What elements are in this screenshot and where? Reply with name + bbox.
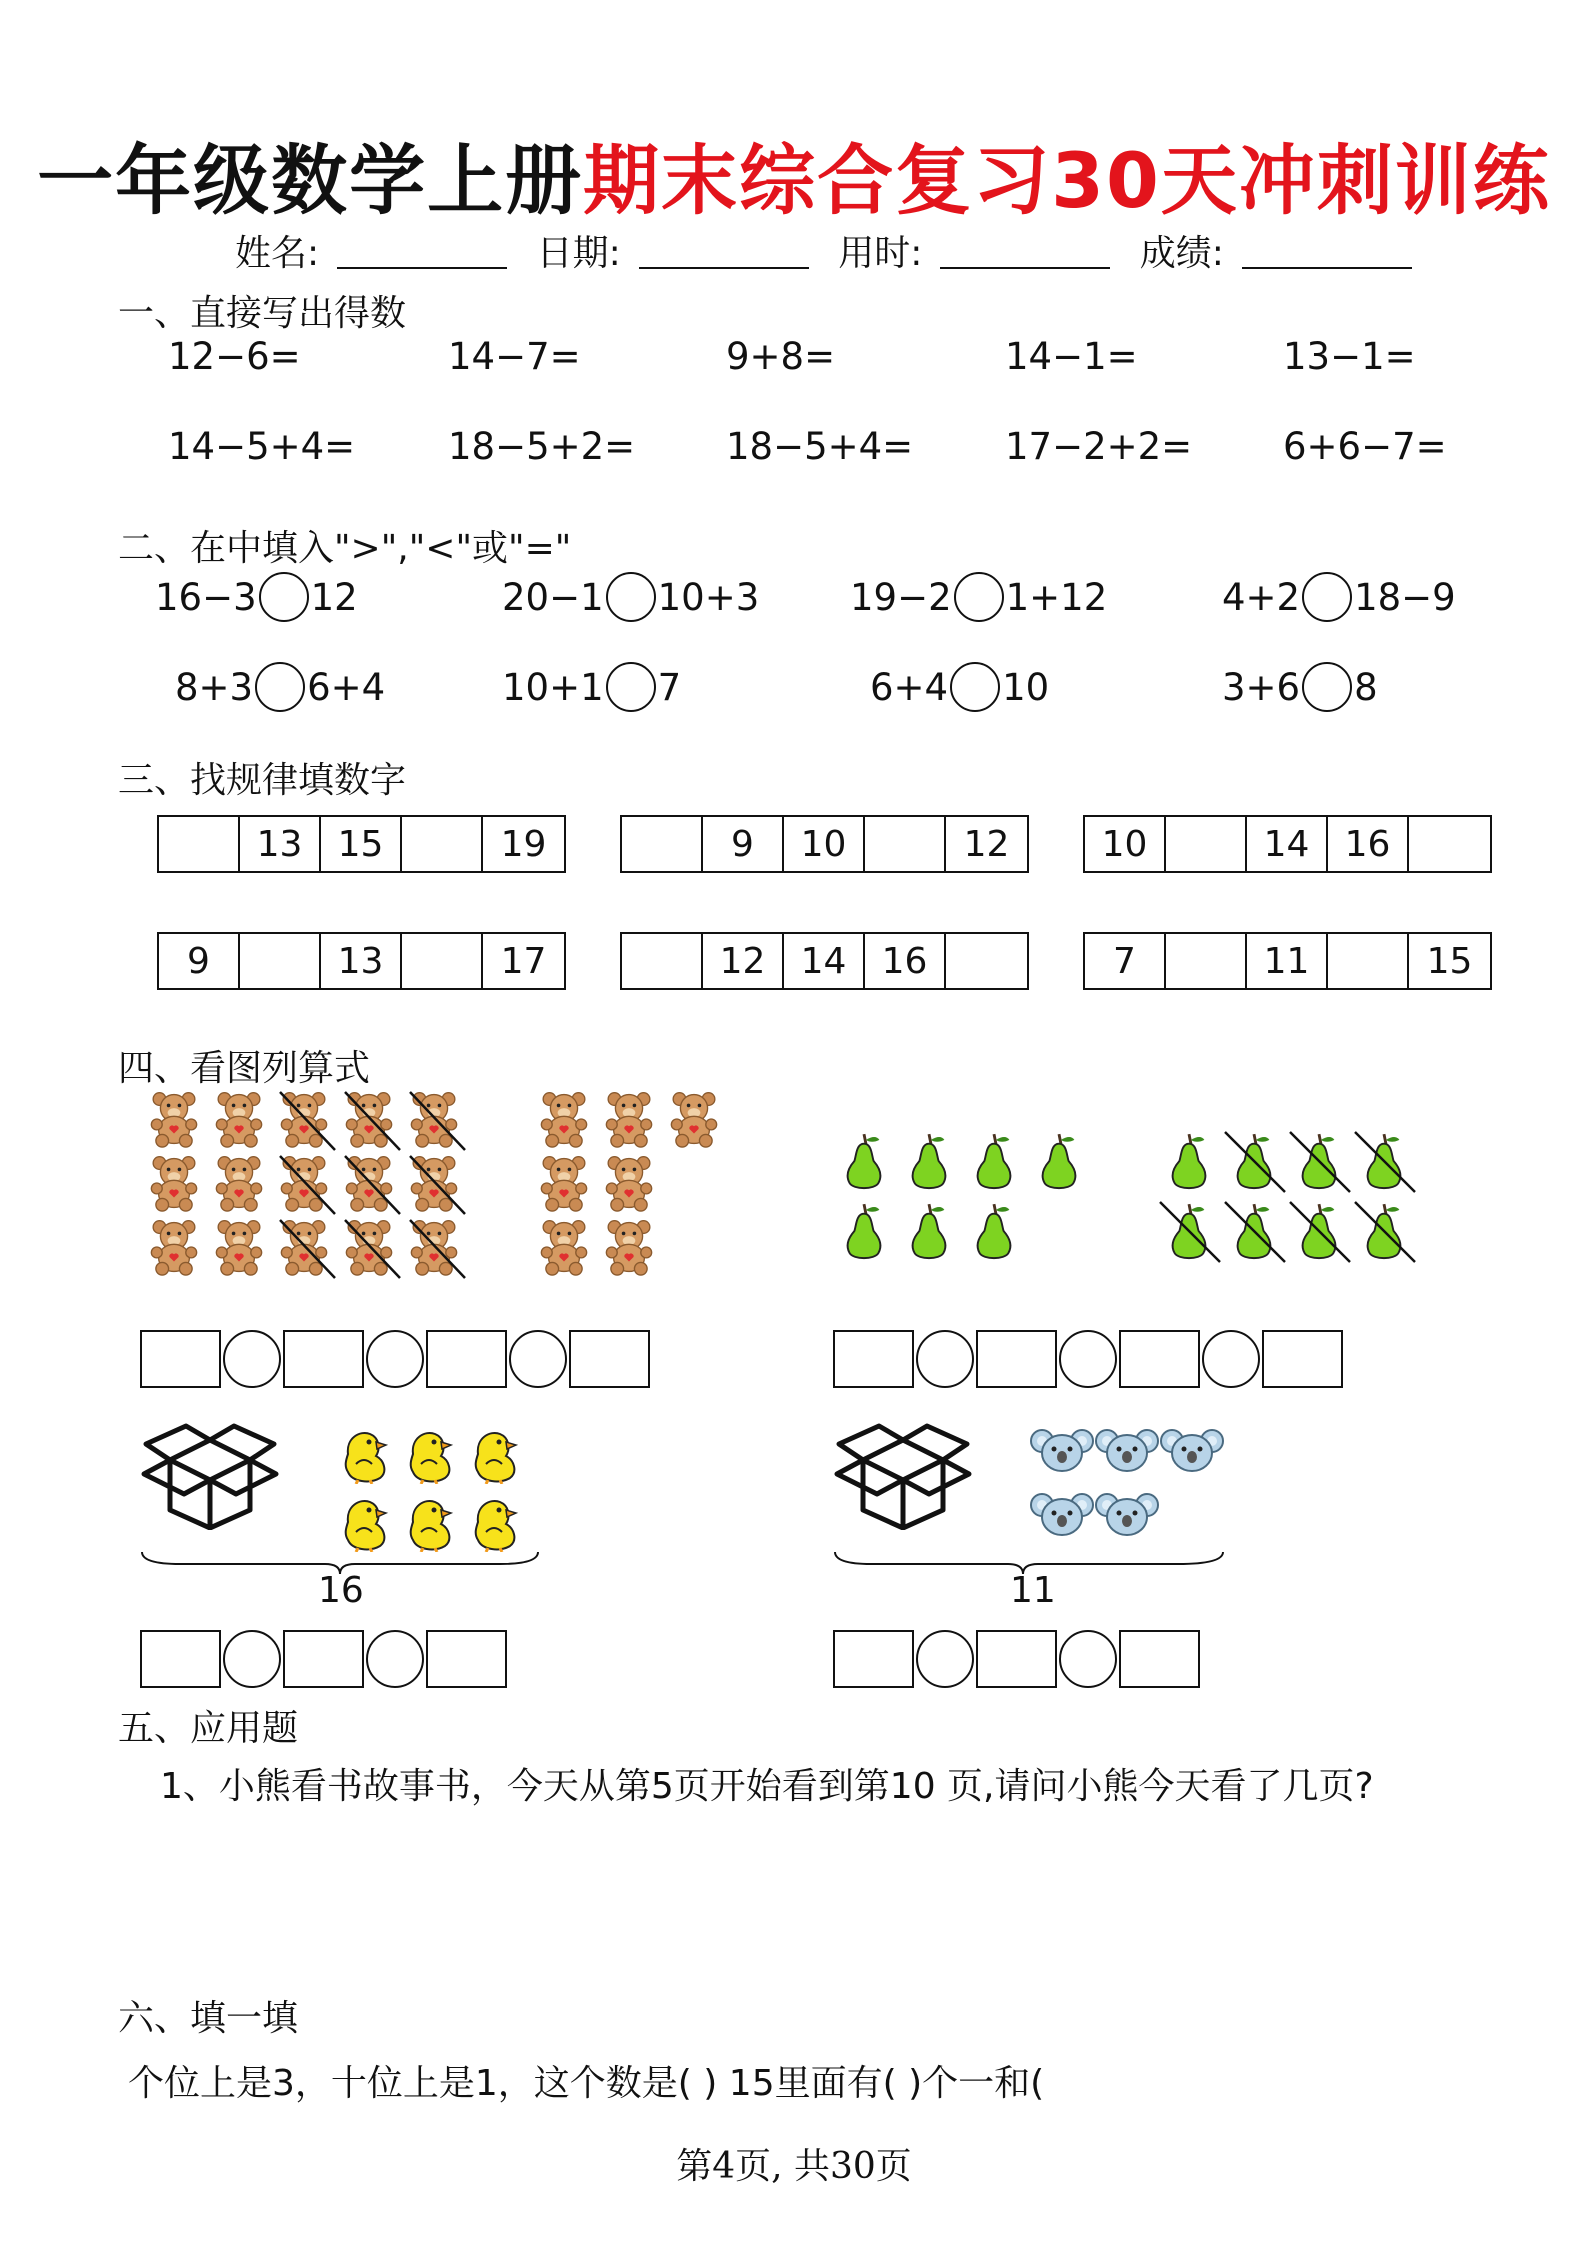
answer-box[interactable] — [833, 1330, 914, 1388]
sequence-cell[interactable]: 15 — [1426, 940, 1473, 982]
box-icon — [833, 1410, 1063, 1550]
sequence-cell[interactable] — [1166, 934, 1247, 988]
time-label: 用时: — [838, 233, 923, 274]
equation: 17−2+2= — [1005, 425, 1193, 468]
time-blank[interactable] — [940, 237, 1110, 269]
answer-box[interactable] — [426, 1630, 507, 1688]
sequence-cell[interactable]: 14 — [784, 934, 865, 988]
total-label: 11 — [1010, 1570, 1056, 1611]
right-expr: 18−9 — [1354, 575, 1456, 619]
section-5-heading: 五、应用题 — [118, 1708, 299, 1749]
answer-box[interactable] — [833, 1630, 914, 1688]
section-1-heading: 一、直接写出得数 — [118, 293, 407, 334]
left-expr: 19−2 — [850, 575, 952, 619]
pear-picture — [840, 1130, 1440, 1280]
right-expr: 10 — [1002, 665, 1050, 709]
sequence-cell[interactable]: 16 — [865, 934, 946, 988]
sequence-cell[interactable]: 13 — [240, 817, 321, 871]
name-blank[interactable] — [337, 237, 507, 269]
page-title — [0, 120, 1588, 229]
comparison-item — [1222, 572, 1456, 622]
fill-in-line: 个位上是3，十位上是1，这个数是( ) 15里面有( )个一和( — [128, 2063, 1045, 2104]
sequence-cell[interactable]: 14 — [1247, 817, 1328, 871]
answer-box[interactable] — [1119, 1630, 1200, 1688]
answer-box[interactable] — [283, 1330, 364, 1388]
answer-box[interactable] — [140, 1330, 221, 1388]
section-2-heading: 二、在中填入">","<"或"=" — [118, 528, 572, 569]
sequence-cell[interactable]: 16 — [1328, 817, 1409, 871]
sequence-cell[interactable] — [240, 934, 321, 988]
sequence-cell[interactable] — [865, 817, 946, 871]
sequence-cell[interactable] — [622, 934, 703, 988]
left-expr: 4+2 — [1222, 575, 1301, 619]
comparison-item — [155, 572, 358, 622]
operator-circle[interactable] — [1059, 1630, 1117, 1688]
teddy-bear-picture — [140, 1090, 740, 1300]
sequence-cell[interactable]: 11 — [1247, 934, 1328, 988]
compare-circle[interactable] — [954, 572, 1004, 622]
operator-circle[interactable] — [366, 1330, 424, 1388]
date-label: 日期: — [536, 233, 621, 274]
answer-box[interactable] — [283, 1630, 364, 1688]
section-4-heading: 四、看图列算式 — [118, 1048, 371, 1089]
sequence-row — [1083, 932, 1492, 990]
sequence-row — [620, 932, 1029, 990]
sequence-cell[interactable] — [402, 817, 483, 871]
total-label: 16 — [318, 1570, 364, 1611]
teddy-bear-icon — [151, 1093, 716, 1275]
sequence-cell[interactable]: 9 — [703, 817, 784, 871]
sequence-cell[interactable]: 19 — [500, 823, 547, 865]
equation: 18−5+4= — [726, 425, 914, 468]
student-info-row — [235, 225, 1430, 276]
operator-circle[interactable] — [366, 1630, 424, 1688]
compare-circle[interactable] — [950, 662, 1000, 712]
right-expr: 8 — [1354, 665, 1378, 709]
sequence-cell[interactable]: 13 — [321, 934, 402, 988]
operator-circle[interactable] — [916, 1330, 974, 1388]
koala-picture — [1030, 1425, 1240, 1555]
right-expr: 1+12 — [1005, 575, 1108, 619]
sequence-cell[interactable]: 17 — [500, 940, 547, 982]
answer-row — [140, 1330, 650, 1388]
sequence-cell[interactable] — [1409, 817, 1490, 871]
sequence-cell[interactable] — [622, 817, 703, 871]
left-expr: 3+6 — [1222, 665, 1301, 709]
comparison-item — [175, 662, 385, 712]
cross-out-marks — [280, 1092, 465, 1278]
name-label: 姓名: — [235, 233, 320, 274]
koala-icon — [1031, 1430, 1223, 1535]
sequence-cell[interactable] — [1166, 817, 1247, 871]
score-blank[interactable] — [1242, 237, 1412, 269]
comparison-item — [870, 662, 1049, 712]
operator-circle[interactable] — [1059, 1330, 1117, 1388]
comparison-item — [502, 662, 681, 712]
left-expr: 10+1 — [502, 665, 604, 709]
compare-circle[interactable] — [606, 662, 656, 712]
chick-icon — [346, 1433, 516, 1552]
compare-circle[interactable] — [1302, 572, 1352, 622]
answer-row — [833, 1630, 1200, 1688]
equation: 14−5+4= — [168, 425, 356, 468]
left-expr: 20−1 — [502, 575, 604, 619]
section-6-heading: 六、填一填 — [118, 1998, 299, 2039]
sequence-row — [1083, 815, 1492, 873]
right-expr: 6+4 — [307, 665, 386, 709]
sequence-cell[interactable]: 15 — [321, 817, 402, 871]
sequence-row — [157, 932, 566, 990]
left-expr: 6+4 — [870, 665, 949, 709]
answer-box[interactable] — [1262, 1330, 1343, 1388]
answer-row — [140, 1630, 507, 1688]
left-expr: 16−3 — [155, 575, 257, 619]
comparison-item — [502, 572, 759, 622]
sequence-cell[interactable] — [159, 817, 240, 871]
right-expr: 7 — [657, 665, 682, 709]
sequence-cell[interactable]: 12 — [963, 823, 1010, 865]
answer-box[interactable] — [1119, 1330, 1200, 1388]
comparison-item — [1222, 662, 1378, 712]
sequence-cell[interactable] — [946, 934, 1027, 988]
answer-box[interactable] — [976, 1630, 1057, 1688]
compare-circle[interactable] — [1302, 662, 1352, 712]
equation: 6+6−7= — [1283, 425, 1447, 468]
sequence-cell[interactable]: 7 — [1085, 934, 1166, 988]
title-part-1: 一年级数学上册 — [37, 136, 584, 225]
box-icon — [140, 1410, 370, 1550]
operator-circle[interactable] — [223, 1330, 281, 1388]
equation: 13−1= — [1283, 335, 1416, 378]
equation: 14−1= — [1005, 335, 1138, 378]
page-footer: 第4页, 共30页 — [676, 2146, 912, 2187]
sequence-cell[interactable]: 10 — [784, 817, 865, 871]
equation: 9+8= — [726, 335, 836, 378]
compare-circle[interactable] — [255, 662, 305, 712]
answer-row — [833, 1330, 1343, 1388]
equation: 14−7= — [448, 335, 581, 378]
word-problem-1: 1、小熊看书故事书，今天从第5页开始看到第10 页,请问小熊今天看了几页? — [160, 1766, 1374, 1807]
compare-circle[interactable] — [259, 572, 309, 622]
sequence-row — [157, 815, 566, 873]
answer-box[interactable] — [569, 1330, 650, 1388]
pear-icon — [848, 1134, 1401, 1258]
sequence-cell[interactable] — [1328, 934, 1409, 988]
score-label: 成绩: — [1139, 233, 1224, 274]
answer-box[interactable] — [976, 1330, 1057, 1388]
section-3-heading: 三、找规律填数字 — [118, 760, 407, 801]
comparison-item — [850, 572, 1107, 622]
operator-circle[interactable] — [1202, 1330, 1260, 1388]
sequence-cell[interactable]: 9 — [159, 934, 240, 988]
operator-circle[interactable] — [223, 1630, 281, 1688]
operator-circle[interactable] — [509, 1330, 567, 1388]
answer-box[interactable] — [426, 1330, 507, 1388]
chick-picture — [340, 1420, 540, 1560]
compare-circle[interactable] — [606, 572, 656, 622]
sequence-cell[interactable]: 10 — [1085, 817, 1166, 871]
title-part-2: 期末综合复习30天冲刺训练 — [583, 136, 1551, 225]
right-expr: 10+3 — [657, 575, 760, 619]
answer-box[interactable] — [140, 1630, 221, 1688]
operator-circle[interactable] — [916, 1630, 974, 1688]
equation: 18−5+2= — [448, 425, 636, 468]
sequence-cell[interactable]: 12 — [703, 934, 784, 988]
right-expr: 12 — [310, 575, 358, 619]
sequence-row — [620, 815, 1029, 873]
sequence-cell[interactable] — [402, 934, 483, 988]
left-expr: 8+3 — [175, 665, 254, 709]
date-blank[interactable] — [639, 237, 809, 269]
equation: 12−6= — [168, 335, 301, 378]
